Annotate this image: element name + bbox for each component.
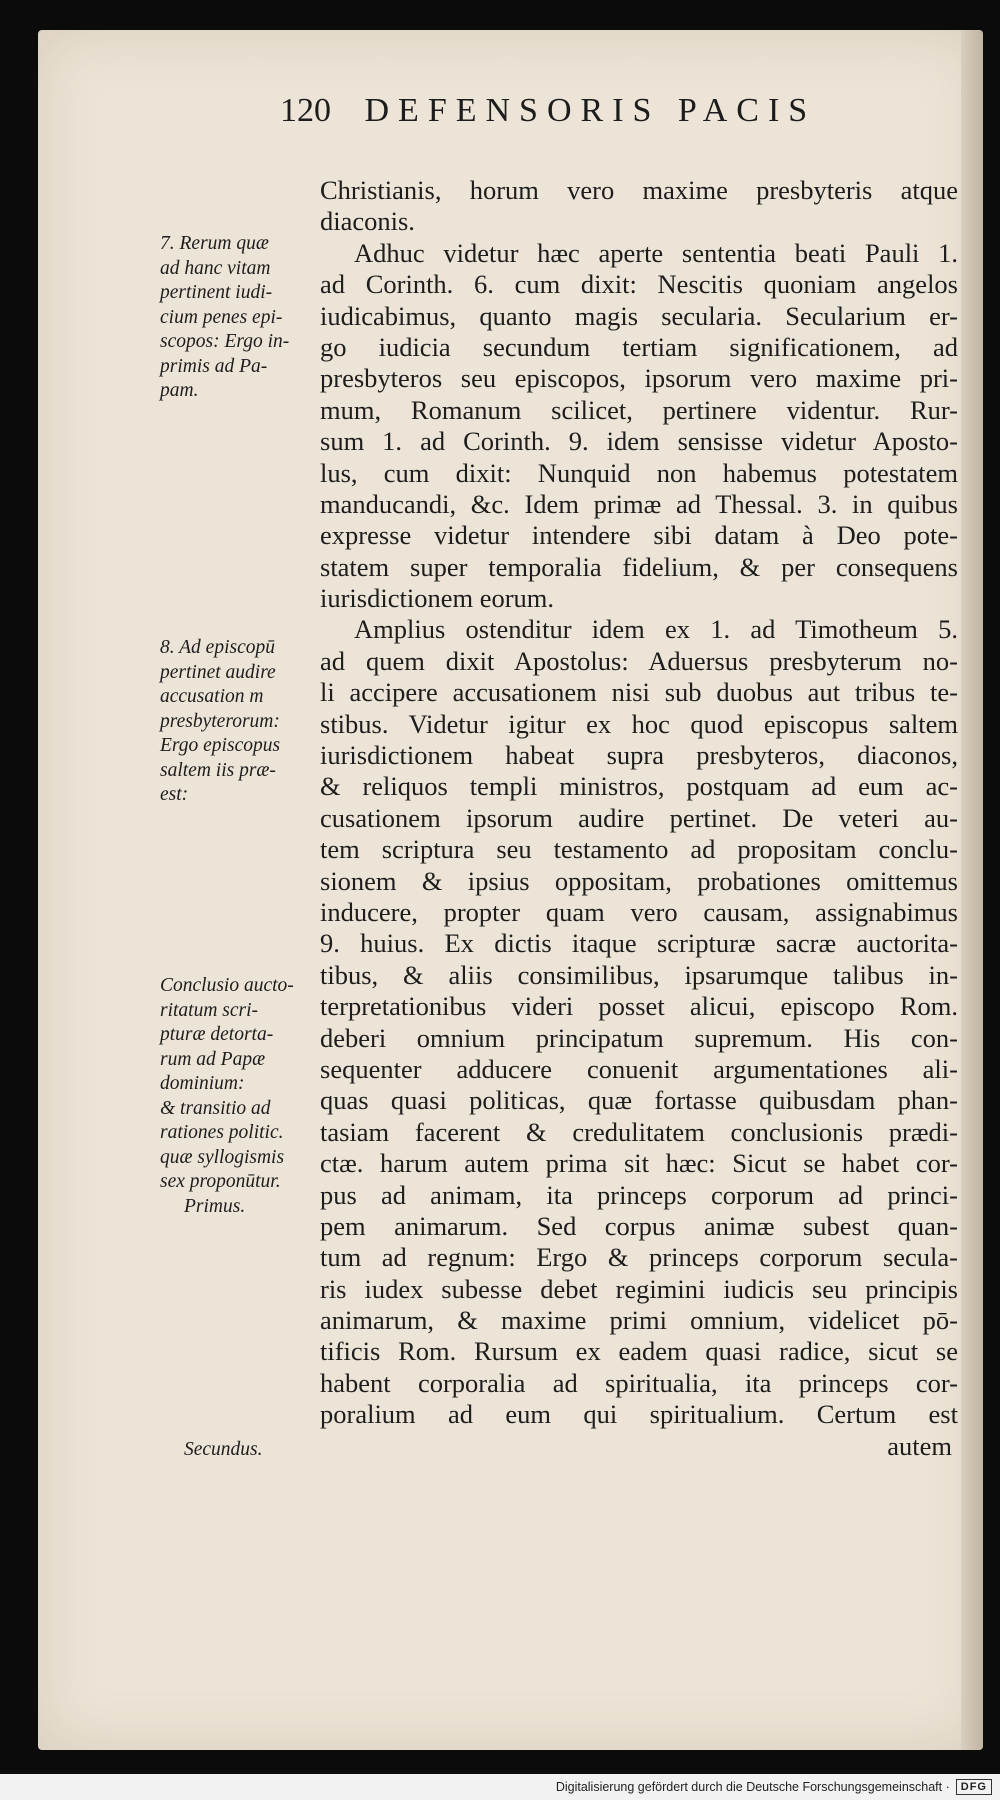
text-line: ad Corinth. 6. cum dixit: Nescitis quoniam angelos bbox=[320, 269, 958, 300]
marginal-line: pam. bbox=[160, 380, 199, 401]
marginal-line: pertinent iudi- bbox=[160, 282, 273, 303]
text-line: iurisdictionem eorum. bbox=[320, 583, 555, 614]
marginal-line: presbyterorum: bbox=[160, 710, 280, 732]
text-line: pem animarum. Sed corpus animæ subest quan- bbox=[320, 1210, 958, 1241]
marginal-line: 7. Rerum quæ bbox=[160, 233, 269, 254]
page-edge bbox=[961, 30, 983, 1750]
text-line: mum, Romanum scilicet, pertinere videntur. Rur- bbox=[320, 394, 958, 425]
marginal-line: Primus. bbox=[184, 1195, 246, 1217]
marginal-line: rationes politic. bbox=[160, 1122, 284, 1143]
marginal-line: rum ad Papæ bbox=[160, 1048, 266, 1070]
marginal-note bbox=[160, 1438, 310, 1463]
marginal-line: primis ad Pa- bbox=[160, 355, 268, 377]
text-line: sequenter adducere conuenit argumentationes ali- bbox=[320, 1053, 958, 1084]
marginal-line: quæ syllogismis bbox=[160, 1146, 285, 1168]
text-line: poralium ad eum qui spiritualium. Certum est bbox=[320, 1399, 958, 1430]
text-line: tum ad regnum: Ergo & princeps corporum secula- bbox=[320, 1242, 958, 1273]
marginal-line: & transitio ad bbox=[160, 1097, 271, 1119]
text-line: Adhuc videtur hæc aperte sententia beati Pauli 1. bbox=[354, 237, 958, 268]
text-line: sionem & ipsius oppositam, probationes omittemus bbox=[320, 865, 958, 896]
marginal-line: Secundus. bbox=[184, 1439, 263, 1460]
text-line: tasiam facerent & credulitatem conclusionis prædi- bbox=[320, 1116, 958, 1147]
text-line: expresse videtur intendere sibi datam à Deo pote- bbox=[320, 520, 958, 551]
text-line: ad quem dixit Apostolus: Aduersus presbyterum no- bbox=[320, 645, 958, 676]
marginal-line: dominium: bbox=[160, 1073, 245, 1094]
marginal-line: Ergo episcopus bbox=[160, 735, 281, 756]
text-line: Amplius ostenditur idem ex 1. ad Timotheum 5. bbox=[354, 614, 958, 645]
text-line: iurisdictionem habeat supra presbyteros, diaconos, bbox=[320, 740, 958, 771]
marginal-line: sex proponūtur. bbox=[160, 1171, 281, 1192]
text-line: lus, cum dixit: Nunquid non habemus potestatem bbox=[320, 457, 958, 488]
text-line: pus ad animam, ita princeps corporum ad princi- bbox=[320, 1179, 958, 1210]
text-line: ris iudex subesse debet regimini iudicis seu principis bbox=[320, 1273, 958, 1304]
marginal-line: est: bbox=[160, 784, 189, 805]
text-line: li accipere accusationem nisi sub duobus aut tribus te- bbox=[320, 677, 958, 708]
text-line: ctæ. harum autem prima sit hæc: Sicut se habet cor- bbox=[320, 1148, 958, 1179]
marginal-line: scopos: Ergo in- bbox=[160, 331, 290, 352]
marginal-line: ad hanc vitam bbox=[160, 257, 271, 279]
credit-text: Digitalisierung gefördert durch die Deutsche Forschungsgemeinschaft · bbox=[555, 1780, 950, 1794]
running-header bbox=[280, 92, 930, 130]
digitization-credit-bar bbox=[0, 1774, 1000, 1800]
marginal-line: pturæ detorta- bbox=[160, 1024, 274, 1045]
marginal-line: ritatum scri- bbox=[160, 999, 259, 1021]
marginal-line: 8. Ad episcopū bbox=[160, 637, 276, 658]
marginal-line: saltem iis præ- bbox=[160, 759, 276, 781]
marginal-note bbox=[160, 636, 310, 808]
text-line: manducandi, &c. Idem primæ ad Thessal. 3. in quibus bbox=[320, 488, 958, 519]
text-line: Christianis, horum vero maxime presbyteris atque bbox=[320, 175, 958, 205]
text-line: iudicabimus, quanto magis secularia. Secularium er- bbox=[320, 300, 958, 331]
text-line: tem scriptura seu testamento ad propositam conclu- bbox=[320, 834, 958, 865]
text-line: sum 1. ad Corinth. 9. idem sensisse videtur Aposto- bbox=[320, 426, 958, 457]
marginal-line: Conclusio aucto- bbox=[160, 975, 294, 996]
text-line: tificis Rom. Rursum ex eadem quasi radice, sicut se bbox=[320, 1336, 958, 1367]
text-line: presbyteros seu episcopos, ipsorum vero maxime pri- bbox=[320, 363, 958, 394]
marginal-note bbox=[160, 974, 310, 1219]
text-line: inducere, propter quam vero causam, assignabimus bbox=[320, 896, 958, 927]
text-line: 9. huius. Ex dictis itaque scripturæ sacræ auctorita- bbox=[320, 928, 958, 959]
text-line: terpretationibus videri posset alicui, episcopo Rom. bbox=[320, 991, 958, 1022]
text-line: quas quasi politicas, quæ fortasse quibusdam phan- bbox=[320, 1085, 958, 1116]
catchword: autem bbox=[887, 1430, 952, 1461]
text-line: go iudicia secundum tertiam significationem, ad bbox=[320, 331, 958, 362]
page-number: 120 bbox=[280, 92, 331, 129]
text-line: stibus. Videtur igitur ex hoc quod episcopus saltem bbox=[320, 708, 958, 739]
dfg-logo: DFG bbox=[956, 1779, 992, 1795]
text-line: cusationem ipsorum audire pertinet. De veteri au- bbox=[320, 802, 958, 833]
main-text-block bbox=[320, 175, 958, 1462]
text-line: habent corporalia ad spiritualia, ita princeps cor- bbox=[320, 1367, 958, 1398]
text-line: tibus, & aliis consimilibus, ipsarumque talibus in- bbox=[320, 959, 958, 990]
marginal-note bbox=[160, 232, 310, 404]
marginal-line: cium penes epi- bbox=[160, 306, 283, 328]
marginal-line: accusation m bbox=[160, 686, 264, 707]
running-title: DEFENSORIS PACIS bbox=[364, 92, 817, 129]
text-line: diaconis. bbox=[320, 206, 415, 237]
marginal-line: pertinet audire bbox=[160, 661, 276, 683]
text-line: & reliquos templi ministros, postquam ad eum ac- bbox=[320, 771, 958, 802]
text-line: statem super temporalia fidelium, & per consequens bbox=[320, 551, 958, 582]
text-line: deberi omnium principatum supremum. His con- bbox=[320, 1022, 958, 1053]
text-line: animarum, & maxime primi omnium, videlicet pō- bbox=[320, 1305, 958, 1336]
